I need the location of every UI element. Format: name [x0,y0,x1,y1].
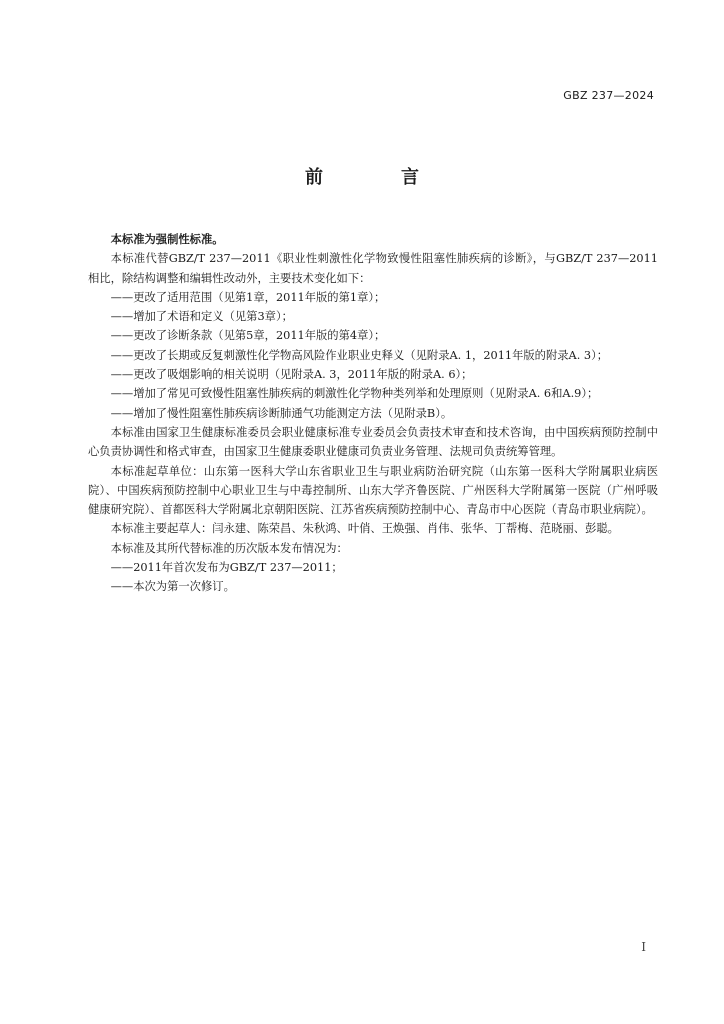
review-paragraph: 本标准由国家卫生健康标准委员会职业健康标准专业委员会负责技术审查和技术咨询，由中国疾病预防控制中心负责协调性和格式审查，由国家卫生健康委职业健康司负责业务管理、法规司负责统筹管理。 [88,425,658,459]
history-item: ——本次为第一次修订。 [110,580,235,594]
history-item: ——2011年首次发布为GBZ/T 237—2011； [110,561,343,575]
change-item: ——更改了适用范围（见第1章，2011年版的第1章）； [110,290,386,304]
change-item: ——增加了慢性阻塞性肺疾病诊断肺通气功能测定方法（见附录B）。 [110,406,453,420]
drafters-paragraph: 本标准主要起草人：闫永建、陈荣昌、朱秋鸿、叶俏、王焕强、肖伟、张华、丁帮梅、范晓丽、彭聪。 [110,522,619,536]
page-number: I [641,940,646,954]
change-item: ——增加了常见可致慢性阻塞性肺疾病的刺激性化学物种类列举和处理原则（见附录A. 6和A.9）； [110,387,599,401]
mandatory-statement: 本标准为强制性标准。 [110,233,224,246]
foreword-body [88,230,658,597]
page-title: 前 言 [305,167,449,188]
standard-code: GBZ 237—2024 [563,89,654,102]
change-item: ——更改了吸烟影响的相关说明（见附录A. 3，2011年版的附录A. 6）； [110,368,473,382]
replacement-paragraph: 本标准代替GBZ/T 237—2011《职业性刺激性化学物致慢性阻塞性肺疾病的诊断》，与GBZ/T 237—2011相比，除结构调整和编辑性改动外，主要技术变化如下： [88,252,658,285]
change-item: ——增加了术语和定义（见第3章）； [110,310,293,324]
change-item: ——更改了长期或反复刺激性化学物高风险作业职业史释义（见附录A. 1，2011年版的附录A. 3）； [110,348,609,362]
change-item: ——更改了诊断条款（见第5章，2011年版的第4章）； [110,329,386,343]
drafting-units-paragraph: 本标准起草单位：山东第一医科大学山东省职业卫生与职业病防治研究院（山东第一医科大学附属职业病医院）、中国疾病预防控制中心职业卫生与中毒控制所、山东大学齐鲁医院、广州医科大学附属第一医院（广州呼吸健康研究院）、首都医科大学附属北京朝阳医院、江苏省疾病预防控制中心、青岛市中心医院（青岛市职业病院）。 [88,464,658,517]
history-intro: 本标准及其所代替标准的历次版本发布情况为： [110,541,348,555]
